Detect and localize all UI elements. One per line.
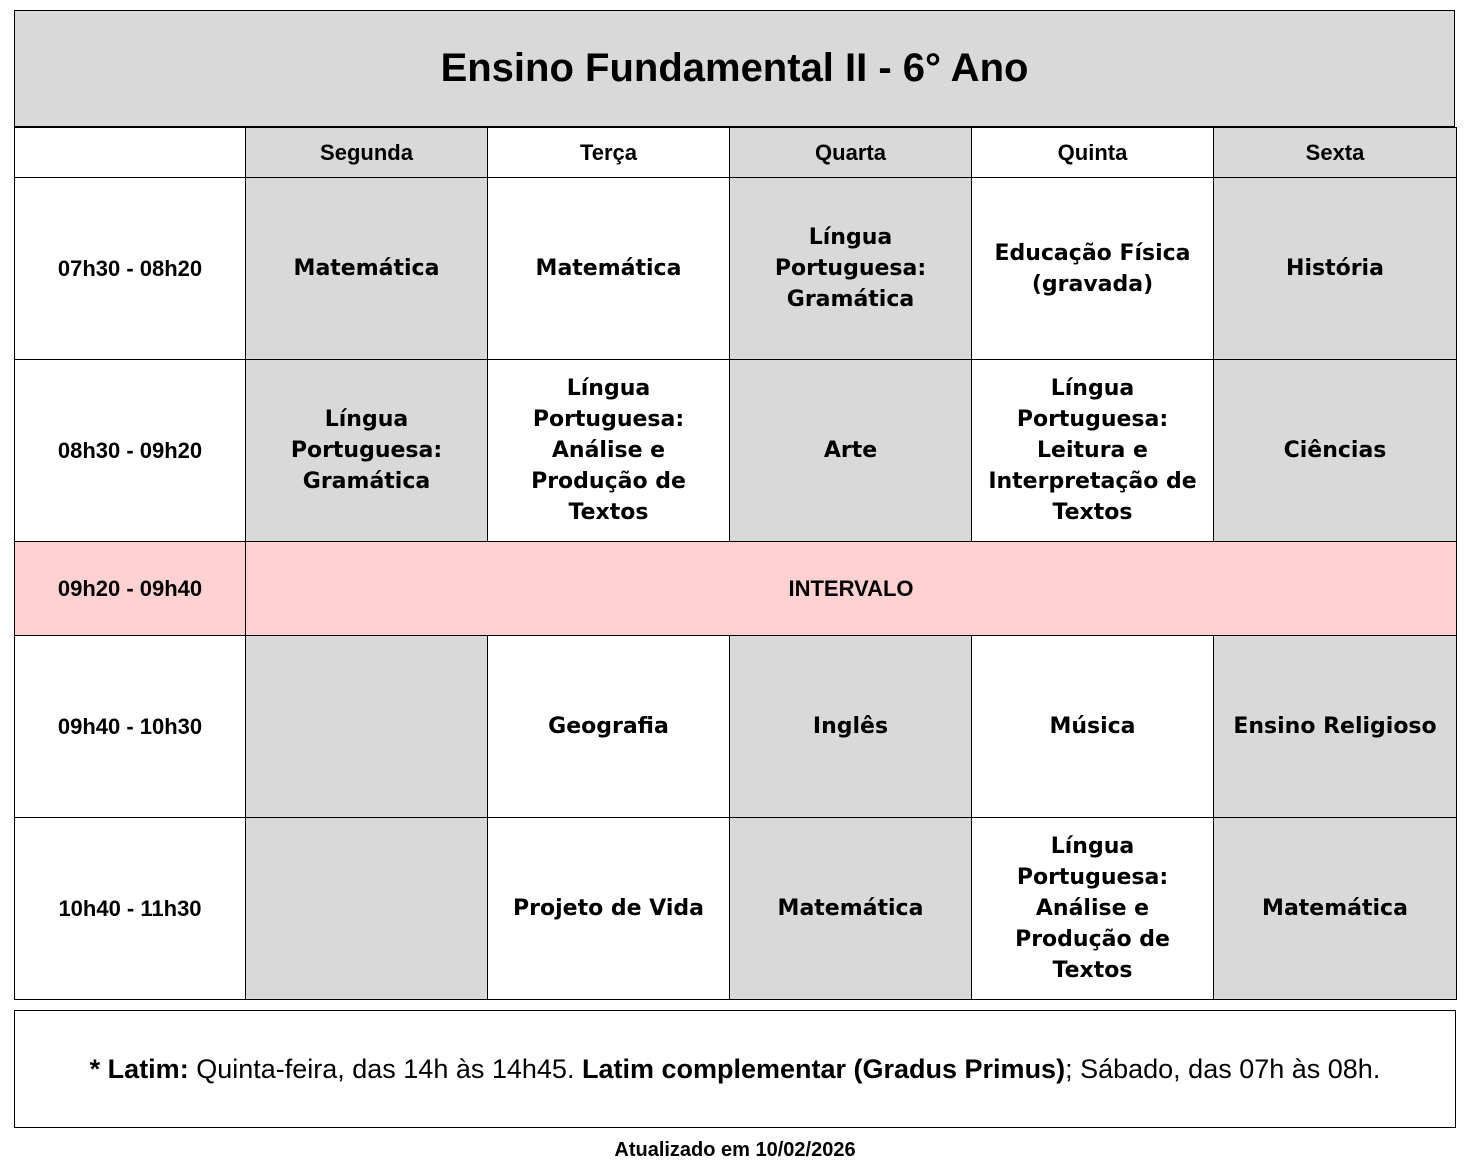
break-row — [15, 542, 1457, 636]
page-title: Ensino Fundamental II - 6° Ano — [440, 46, 1029, 90]
note-complementar-schedule: ; Sábado, das 07h às 08h. — [1065, 1053, 1381, 1084]
class-cell: Língua Portuguesa: Gramática — [730, 178, 972, 360]
class-cell: Matemática — [246, 178, 488, 360]
time-cell: 08h30 - 09h20 — [15, 360, 246, 542]
time-cell: 07h30 - 08h20 — [15, 178, 246, 360]
class-cell: Inglês — [730, 636, 972, 818]
class-cell: Matemática — [730, 818, 972, 1000]
break-time-cell: 09h20 - 09h40 — [15, 542, 246, 636]
class-cell: Matemática — [1214, 818, 1457, 1000]
class-cell: Matemática — [488, 178, 730, 360]
class-cell: História — [1214, 178, 1457, 360]
class-cell: Educação Física (gravada) — [972, 178, 1214, 360]
day-header: Quinta — [972, 128, 1214, 178]
class-cell: Ensino Religioso — [1214, 636, 1457, 818]
class-cell: Ciências — [1214, 360, 1457, 542]
table-row — [15, 178, 1457, 360]
corner-cell — [15, 128, 246, 178]
table-row — [15, 360, 1457, 542]
day-header: Segunda — [246, 128, 488, 178]
note-text — [90, 1054, 1381, 1085]
schedule-table — [14, 127, 1457, 1000]
note-latin-schedule: Quinta-feira, das 14h às 14h45. — [188, 1053, 582, 1084]
class-cell: Língua Portuguesa: Leitura e Interpretação de Textos — [972, 360, 1214, 542]
time-cell: 10h40 - 11h30 — [15, 818, 246, 1000]
updated-date: Atualizado em 10/02/2026 — [614, 1139, 856, 1161]
table-row — [15, 636, 1457, 818]
note-latin-label: * Latim: — [89, 1053, 189, 1084]
class-cell — [246, 818, 488, 1000]
title-banner — [14, 10, 1455, 127]
class-cell: Projeto de Vida — [488, 818, 730, 1000]
day-header: Sexta — [1214, 128, 1457, 178]
time-cell: 09h40 - 10h30 — [15, 636, 246, 818]
day-header: Terça — [488, 128, 730, 178]
table-row — [15, 818, 1457, 1000]
class-cell: Geografia — [488, 636, 730, 818]
day-header: Quarta — [730, 128, 972, 178]
class-cell: Língua Portuguesa: Gramática — [246, 360, 488, 542]
latin-note — [14, 1010, 1456, 1128]
note-complementar-label: Latim complementar (Gradus Primus) — [581, 1053, 1066, 1084]
day-header-row — [15, 128, 1457, 178]
class-cell: Língua Portuguesa: Análise e Produção de Textos — [972, 818, 1214, 1000]
class-cell: Música — [972, 636, 1214, 818]
break-label: INTERVALO — [246, 542, 1457, 636]
class-cell: Língua Portuguesa: Análise e Produção de Textos — [488, 360, 730, 542]
class-cell: Arte — [730, 360, 972, 542]
class-cell — [246, 636, 488, 818]
